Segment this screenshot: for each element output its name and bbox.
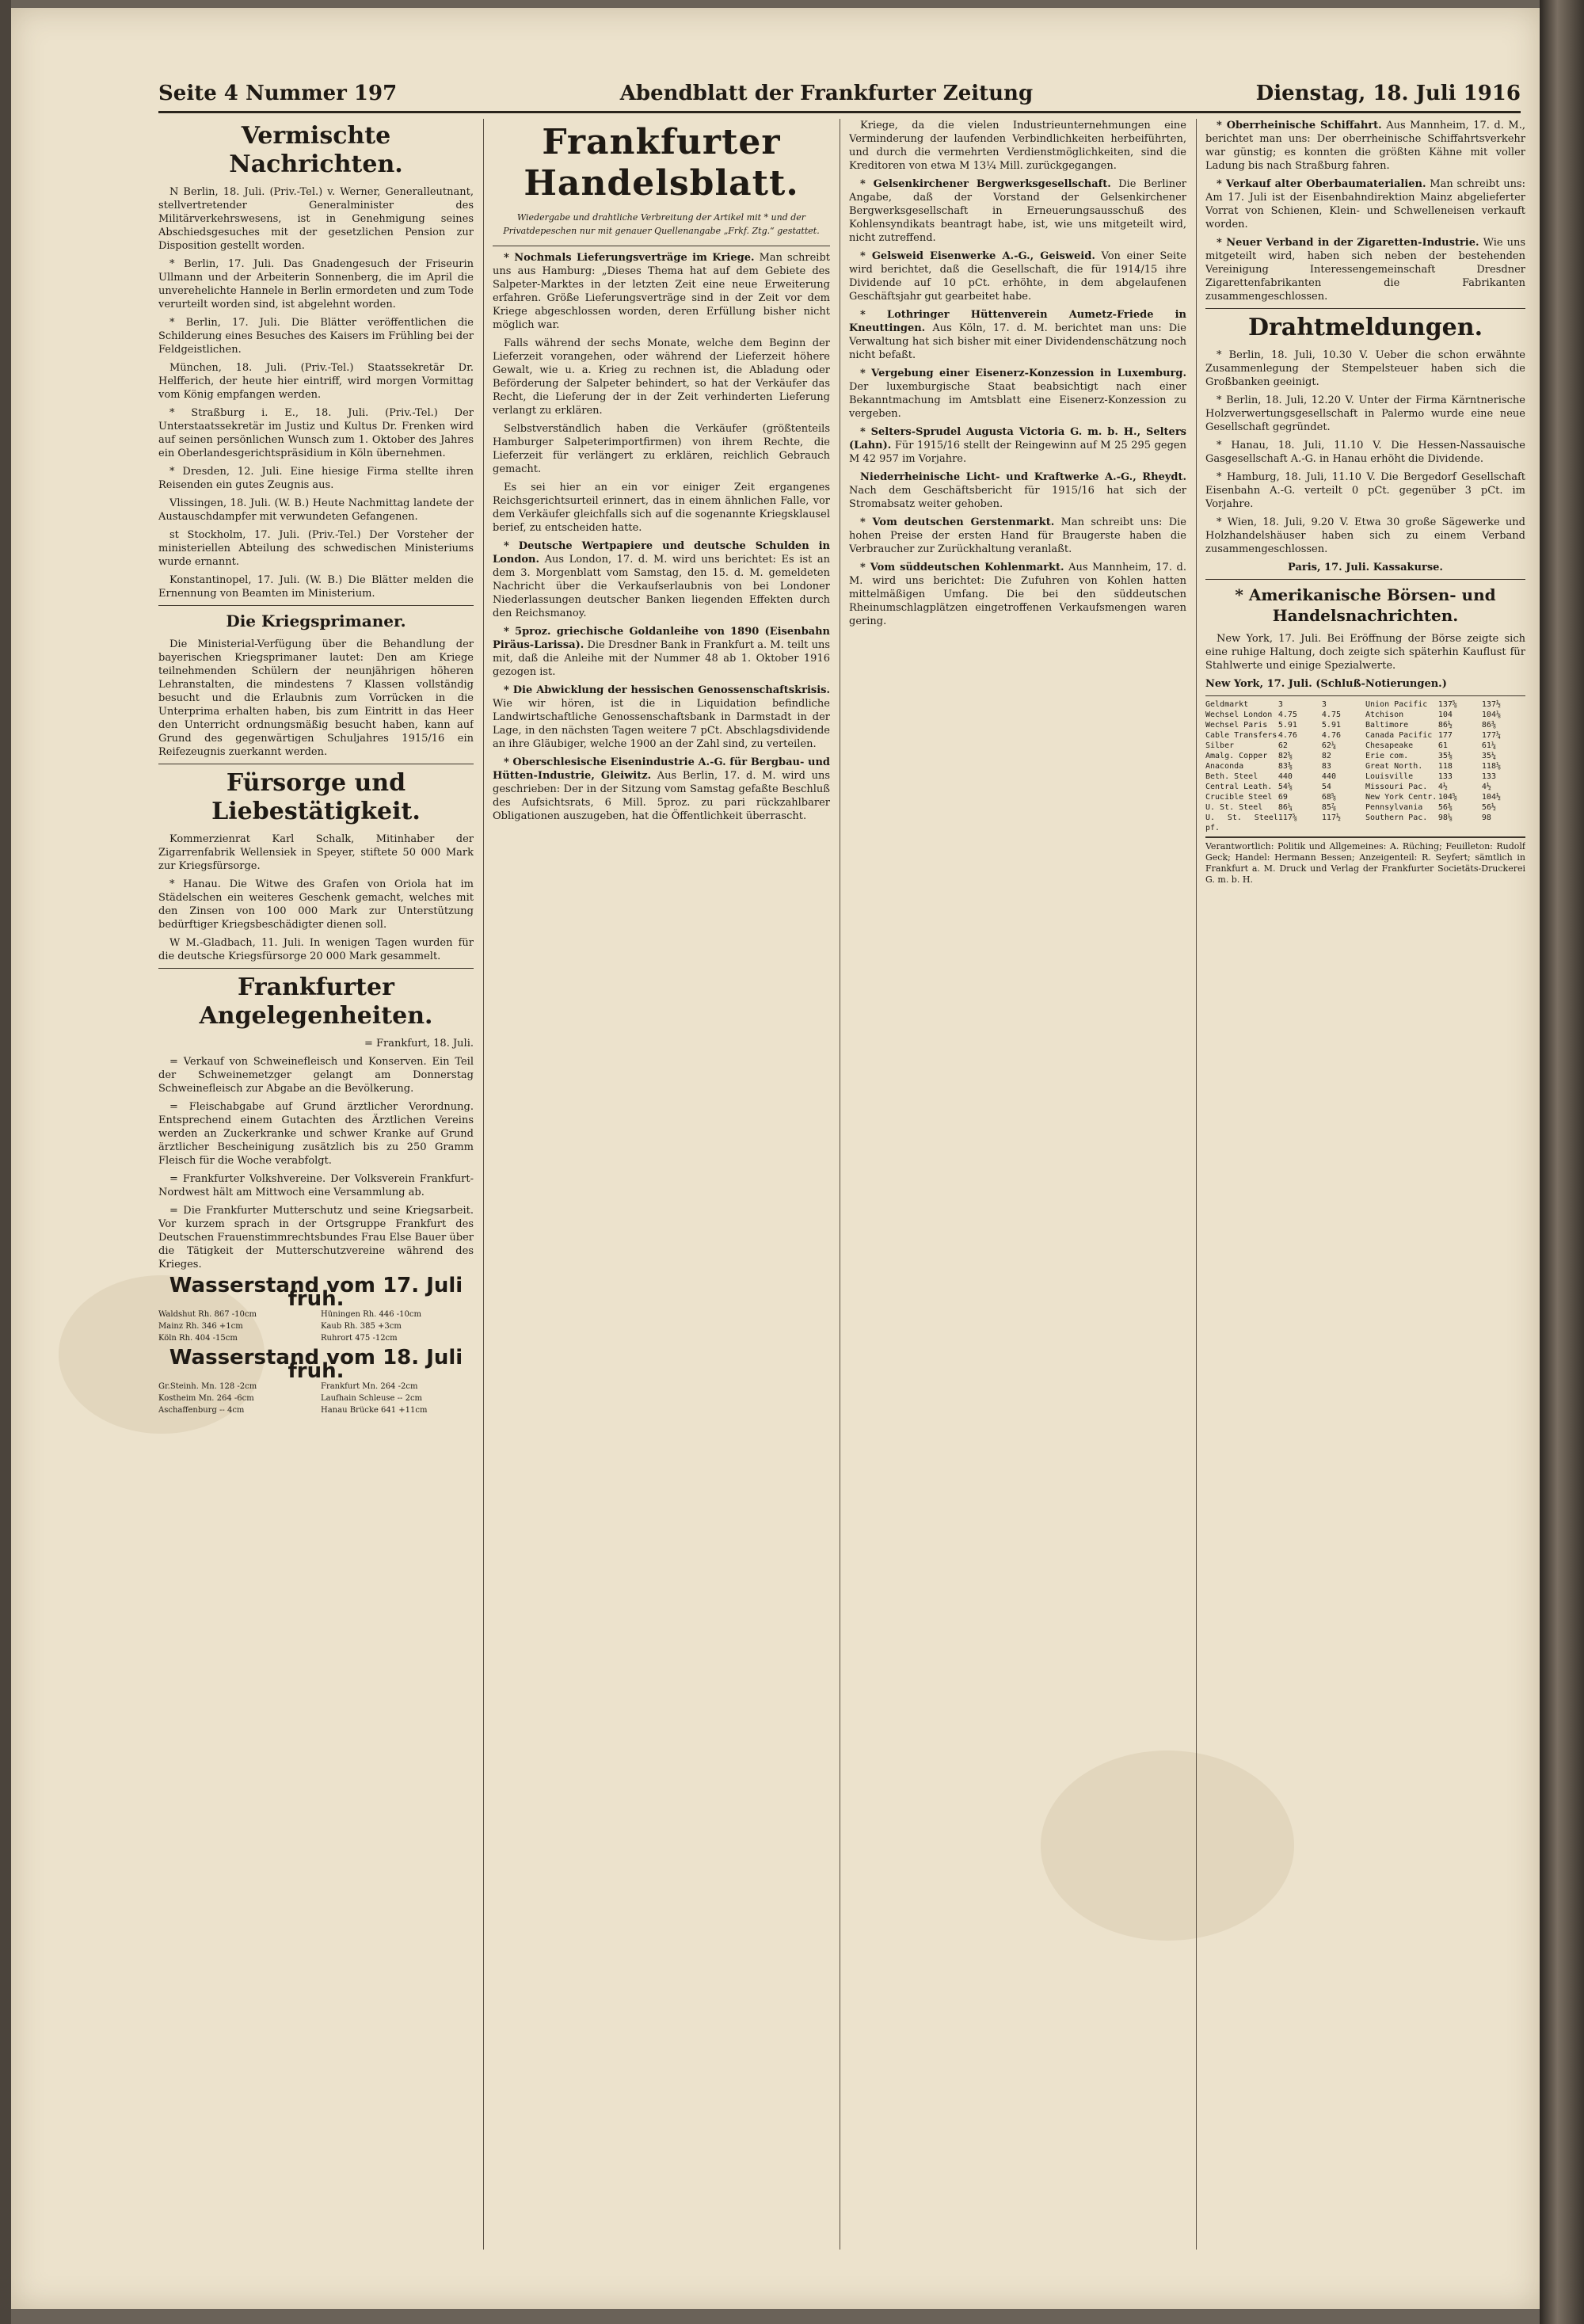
article-headline: * Oberrheinische Schiffahrt. (1217, 120, 1382, 131)
section-title-drahtmeldungen: Drahtmeldungen. (1247, 314, 1483, 341)
news-item: München, 18. Juli. (Priv.-Tel.) Staatssekretär Dr. Helfferich, der heute hier eintriff, wird morgen Vormittag vom König empfangen werden. (158, 362, 474, 401)
table-cell: 35¼ (1481, 752, 1496, 760)
article (849, 119, 1186, 173)
table-cell: 4½ (1437, 783, 1448, 791)
water-row: Laufhain Schleuse -- 2cm (321, 1394, 423, 1403)
water-row: Hüningen Rh. 446 -10cm (321, 1310, 421, 1319)
table-cell: 5.91 (1277, 721, 1297, 730)
table-cell: 137⅝ (1437, 700, 1457, 709)
article-headline: * Lothringer Hüttenverein Aumetz-Friede in Kneuttingen. (849, 309, 1186, 334)
table-cell: 61¼ (1481, 741, 1496, 750)
header-rule (158, 111, 1521, 113)
ny-table-title: New York, 17. Juli. (Schluß-Notierungen.) (1205, 678, 1447, 690)
article-body: Für 1915/16 stellt der Reingewinn auf M 25 295 gegen M 42 957 im Vorjahre. (849, 440, 1186, 465)
table-cell: Anaconda (1205, 762, 1244, 771)
news-item: N Berlin, 18. Juli. (Priv.-Tel.) v. Werner, Generalleutnant, stellvertretender Generalminister des Militärverkehrswesens, ist in Genehmigung seines Abschiedsgesuches mit der gesetzlichen Pension zur Disposition gestellt worden. (158, 186, 474, 252)
column-rule (1196, 119, 1197, 2250)
water-row: Gr.Steinh. Mn. 128 -2cm (158, 1382, 257, 1391)
table-row (1205, 699, 1525, 710)
table-cell: 4.76 (1321, 731, 1341, 740)
news-item: * Berlin, 17. Juli. Die Blätter veröffentlichen die Schilderung eines Besuches des Kaisers im Frühling bei der Feldgeistlichen. (158, 317, 474, 356)
article-body: Aus Mannheim, 17. d. M., berichtet man uns: Der oberrheinische Schiffahrtsverkehr war günstig; es konnten die größten Kähne mit voller Ladung bis nach Straßburg fahren. (1205, 120, 1525, 172)
water-row: Köln Rh. 404 -15cm (158, 1334, 238, 1343)
article-body: Aus Berlin, 17. d. M. wird uns geschrieben: Der in der Sitzung vom Samstag gefaßte Beschluß des Aufsichtsrats, 6 Mill. 5proz. zu pari rückzahlbarer Obligationen auszugeben, hat die Öffentlichkeit überrascht. (493, 770, 830, 822)
divider (1205, 579, 1525, 580)
article (849, 516, 1186, 556)
table-cell: U. St. Steel pf. (1205, 813, 1278, 832)
news-item: Kommerzienrat Karl Schalk, Mitinhaber der Zigarrenfabrik Wellensiek in Speyer, stiftete 50 000 Mark zur Kriegsfürsorge. (158, 833, 474, 872)
table-cell: 61 (1437, 741, 1448, 750)
article-headline: * Nochmals Lieferungsverträge im Kriege. (504, 252, 755, 264)
article-body: Die Dresdner Bank in Frankfurt a. M. teilt uns mit, daß die Anleihe mit der Nummer 48 ab 1. Oktober 1916 gezogen ist. (493, 639, 830, 678)
article (493, 684, 830, 751)
article (849, 425, 1186, 466)
article (493, 422, 830, 476)
table-cell: 133 (1437, 772, 1453, 781)
news-item: st Stockholm, 17. Juli. (Priv.-Tel.) Der Vorsteher der ministeriellen Abteilung des schwedischen Ministeriums wurde ernannt. (158, 529, 474, 568)
table-cell: 82⅝ (1277, 752, 1293, 760)
section-title-fuersorge: Fürsorge und Liebestätigkeit. (211, 769, 421, 825)
table-cell: 137½ (1481, 700, 1501, 709)
table-cell: 4.76 (1277, 731, 1297, 740)
news-item: = Frankfurter Volkshvereine. Der Volksverein Frankfurt-Nordwest hält am Mittwoch eine Versammlung ab. (158, 1173, 474, 1198)
table-cell: 62 (1277, 741, 1288, 750)
news-item: = Verkauf von Schweinefleisch und Konserven. Ein Teil der Schweinemetzger gelangt am Donnerstag Schweinefleisch zur Abgabe an die Bevölkerung. (158, 1056, 474, 1095)
article-headline: * Vom süddeutschen Kohlenmarkt. (860, 562, 1064, 573)
article-body: Man schreibt uns: Die hohen Preise der ersten Hand für Braugerste haben die Verbraucher zur Zurückhaltung veranlaßt. (849, 516, 1186, 555)
article (849, 471, 1186, 511)
table-row (1205, 710, 1525, 720)
table-cell: Silber (1205, 741, 1235, 750)
water-level-title: Wasserstand vom 18. Juli früh. (169, 1346, 463, 1383)
water-row: Kaub Rh. 385 +3cm (321, 1322, 402, 1331)
article (493, 481, 830, 535)
header-masthead: Abendblatt der Frankfurter Zeitung (619, 82, 1034, 105)
article-headline: * Neuer Verband in der Zigaretten-Industrie. (1217, 237, 1479, 249)
table-cell: 83 (1321, 762, 1331, 771)
table-cell: 440 (1321, 772, 1336, 781)
news-item: Vlissingen, 18. Juli. (W. B.) Heute Nachmittag landete der Austauschdampfer mit verwundeten Gefangenen. (158, 497, 474, 523)
telegram: * Berlin, 18. Juli, 12.20 V. Unter der Firma Kärntnerische Holzverwertungsgesellschaft in Palermo wurde eine neue Gesellschaft gegründet. (1205, 394, 1525, 433)
article (849, 561, 1186, 628)
table-cell: 104⅛ (1481, 711, 1501, 719)
telegram: * Berlin, 18. Juli, 10.30 V. Ueber die schon erwähnte Zusammenlegung der Stempelsteuer haben sich die Großbanken geeinigt. (1205, 349, 1525, 388)
table-row (1205, 802, 1525, 813)
telegram: * Hanau, 18. Juli, 11.10 V. Die Hessen-Nassauische Gasgesellschaft A.-G. in Hanau erhöht die Dividende. (1205, 440, 1525, 465)
table-cell: Canada Pacific (1365, 731, 1433, 740)
table-cell: 69 (1277, 793, 1288, 802)
table-cell: 98⅛ (1437, 813, 1453, 822)
article-body: Wie uns mitgeteilt wird, haben sich neben der bestehenden Vereinigung Interessengemeinschaft Dresdner Zigarettenfabrikanten die Fabrikanten zusammengeschlossen. (1205, 237, 1525, 303)
table-row (1205, 761, 1525, 771)
table-cell: 4.75 (1321, 711, 1341, 719)
water-level-title: Wasserstand vom 17. Juli früh. (169, 1274, 463, 1311)
article (493, 337, 830, 417)
book-edge (1540, 0, 1584, 2324)
imprint: Verantwortlich: Politik und Allgemeines: A. Rüching; Feuilleton: Rudolf Geck; Handel: Hermann Bessen; Anzeigenteil: R. Seyfert; sämtlich in Frankfurt a. M. Druck und Verlag der Frankfurter Societäts-Druckerei G. m. b. H. (1205, 837, 1525, 886)
column-1 (158, 119, 474, 2257)
table-cell: Wechsel London (1205, 711, 1273, 719)
article-body: Man schreibt uns: Am 17. Juli ist der Eisenbahndirektion Mainz abgelieferter Vorrat von Schienen, Klein- und Schwelleneisen verkauft worden. (1205, 178, 1525, 230)
table-cell: 118 (1437, 762, 1453, 771)
article-body: Nach dem Geschäftsbericht für 1915/16 hat sich der Stromabsatz weiter gehoben. (849, 485, 1186, 510)
table-cell: U. St. Steel (1205, 803, 1263, 812)
table-cell: New York Centr. (1365, 793, 1437, 802)
table-row (1205, 792, 1525, 802)
divider (1205, 308, 1525, 309)
article-body: Kriege, da die vielen Industrieunternehmungen eine Verminderung der laufenden Verbindlichkeiten herbeiführten, und durch die vermehrten Verdienstmöglichkeiten, sind die Kreditoren von etwa M 13¼ Mill. zurückgegangen. (849, 120, 1186, 172)
table-cell: Pennsylvania (1365, 803, 1423, 812)
article (493, 251, 830, 332)
table-cell: Baltimore (1365, 721, 1409, 730)
table-cell: Union Pacific (1365, 700, 1428, 709)
article-headline: * Verkauf alter Oberbaumaterialien. (1217, 178, 1426, 190)
table-row (1205, 751, 1525, 761)
article (849, 367, 1186, 421)
divider (158, 968, 474, 969)
article-body: New York, 17. Juli. Bei Eröffnung der Börse zeigte sich eine ruhige Haltung, doch zeigte sich späterhin Kauflust für Stahlwerte und einige Spezialwerte. (1205, 633, 1525, 672)
article-body: Wie wir hören, ist die in Liquidation befindliche Landwirtschaftliche Genossenschaftsbank in Darmstadt in der Lage, in den nächsten Tagen weitere 7 pCt. Abschlagsdividende an ihre Gläubiger, welche 1900 an der Zahl sind, zu verteilen. (493, 698, 830, 750)
table-cell: 62¼ (1321, 741, 1336, 750)
water-level-table (158, 1381, 474, 1415)
article-body: Von einer Seite wird berichtet, daß die Gesellschaft, die für 1914/15 ihre Dividende auf 10 pCt. erhöhte, in dem abgelaufenen Geschäftsjahr gut gearbeitet habe. (849, 250, 1186, 303)
water-row: Ruhrort 475 -12cm (321, 1334, 398, 1343)
table-cell: Geldmarkt (1205, 700, 1249, 709)
article (1205, 119, 1525, 173)
table-cell: Amalg. Copper (1205, 752, 1268, 760)
news-item: W M.-Gladbach, 11. Juli. In wenigen Tagen wurden für die deutsche Kriegsfürsorge 20 000 Mark gesammelt. (158, 937, 474, 962)
table-cell: Crucible Steel (1205, 793, 1273, 802)
table-cell: Beth. Steel (1205, 772, 1258, 781)
column-rule (483, 119, 484, 2250)
article-body: Man schreibt uns aus Hamburg: „Dieses Thema hat auf dem Gebiete des Salpeter-Marktes in der letzten Zeit eine neue Erweiterung erfahren. Größe Lieferungsverträge sind in der Zeit vor dem Kriege abgeschlossen worden, deren Erfüllung bisher nicht möglich war. (493, 252, 830, 331)
article (849, 308, 1186, 362)
table-cell: 86¼ (1277, 803, 1293, 812)
article (849, 250, 1186, 303)
table-cell: 117⅝ (1277, 813, 1297, 822)
news-item: * Straßburg i. E., 18. Juli. (Priv.-Tel.) Der Unterstaatssekretär im Justiz und Kultus Dr. Frenken wird auf seinen persönlichen Wunsch zum 1. Oktober des Jahres ein Oberlandesgerichtspräsidium in Köln übernehmen. (158, 407, 474, 459)
table-cell: Louisville (1365, 772, 1414, 781)
column-2 (493, 119, 830, 2257)
article (849, 177, 1186, 245)
water-row: Aschaffenburg -- 4cm (158, 1406, 245, 1415)
table-cell: 104⅝ (1437, 793, 1457, 802)
page-header (158, 78, 1521, 109)
section-title-kriegsprimaner: Die Kriegsprimaner. (226, 611, 406, 631)
table-cell: 4½ (1481, 783, 1491, 791)
article-headline: * Vergebung einer Eisenerz-Konzession in Luxemburg. (860, 368, 1186, 379)
water-row: Frankfurt Mn. 264 -2cm (321, 1382, 418, 1391)
table-cell: 118⅛ (1481, 762, 1501, 771)
section-title-handelsblatt: Frankfurter Handelsblatt. (524, 122, 799, 204)
divider (158, 605, 474, 606)
table-cell: Great North. (1365, 762, 1423, 771)
news-item: * Dresden, 12. Juli. Eine hiesige Firma stellte ihren Reisenden ein gutes Zeugnis aus. (158, 466, 474, 491)
table-row (1205, 813, 1525, 833)
news-item: = Fleischabgabe auf Grund ärztlicher Verordnung. Entsprechend einem Gutachten des Ärztlichen Vereins werden an Zuckerkranke und schwer Kranke auf Grund ärztlicher Bescheinigung zusätzlich bis zu 250 Gramm Fleisch für die Woche verabfolgt. (158, 1101, 474, 1167)
table-cell: 117½ (1321, 813, 1341, 822)
article-headline: * 5proz. griechische Goldanleihe von 1890 (Eisenbahn Piräus-Larissa). (493, 626, 830, 651)
table-cell: 56⅜ (1437, 803, 1453, 812)
table-cell: 54⅝ (1277, 783, 1293, 791)
water-level-table (158, 1309, 474, 1343)
ny-quotes-table (1205, 695, 1525, 837)
table-cell: 104½ (1481, 793, 1501, 802)
table-cell: 133 (1481, 772, 1496, 781)
article (1205, 177, 1525, 231)
article (493, 625, 830, 679)
table-cell: 4.75 (1277, 711, 1297, 719)
news-item: * Berlin, 17. Juli. Das Gnadengesuch der Friseurin Ullmann und der Arbeiterin Sonnenberg, die im April die unverehelichte Hannele in Berlin ermordeten und zum Tode verurteilt worden sind, ist abgelehnt worden. (158, 258, 474, 311)
table-row (1205, 771, 1525, 782)
table-cell: 82 (1321, 752, 1331, 760)
section-title-vermischte: Vermischte Nachrichten. (229, 122, 403, 178)
dateline: = Frankfurt, 18. Juli. (364, 1038, 474, 1050)
section-title-amerikanische: * Amerikanische Börsen- und Handelsnachrichten. (1235, 585, 1496, 625)
article-headline: * Oberschlesische Eisenindustrie A.-G. für Bergbau- und Hütten-Industrie, Gleiwitz. (493, 756, 830, 782)
table-cell: Cable Transfers (1205, 731, 1277, 740)
table-cell: 35⅜ (1437, 752, 1453, 760)
section-title-frankfurter-angelegenheiten: Frankfurter Angelegenheiten. (199, 973, 433, 1030)
table-row (1205, 782, 1525, 792)
article-headline: * Selters-Sprudel Augusta Victoria G. m. b. H., Selters (Lahn). (849, 426, 1186, 451)
article (1205, 236, 1525, 303)
table-cell: 3 (1321, 700, 1327, 709)
water-row: Waldshut Rh. 867 -10cm (158, 1310, 257, 1319)
handelsblatt-subtitle: Wiedergabe und drahtliche Verbreitung der Artikel mit * und der Privatdepeschen nur mit genauer Quellenangabe „Frkf. Ztg.“ gestattet. (503, 212, 820, 236)
table-cell: 5.91 (1321, 721, 1341, 730)
article-body: Der luxemburgische Staat beabsichtigt nach einer Bekanntmachung im Amtsblatt eine Eisenerz-Konzession zu vergeben. (849, 381, 1186, 420)
table-cell: Central Leath. (1205, 783, 1273, 791)
article (493, 539, 830, 620)
water-row: Kostheim Mn. 264 -6cm (158, 1394, 254, 1403)
article-body: Falls während der sechs Monate, welche dem Beginn der Lieferzeit vorangehen, oder während der Lieferzeit höhere Gewalt, wie u. a. Krieg zu rechnen ist, die Abladung oder Beförderung der Salpeter behindert, so hat der Verkäufer das Recht, die Lieferung der in der Zeit verhinderten Lieferung verlangt zu erklären. (493, 337, 830, 417)
table-cell: 68⅝ (1321, 793, 1336, 802)
telegram: * Hamburg, 18. Juli, 11.10 V. Die Bergedorf Gesellschaft Eisenbahn A.-G. verteilt 0 pCt. gegenüber 3 pCt. im Vorjahre. (1205, 471, 1525, 510)
article-body: Die Berliner Angabe, daß der Vorstand der Gelsenkirchener Bergwerksgesellschaft in Erneuerungsausschuß des Kohlensyndikats beantragt habe, ist, wie uns mitgeteilt wird, nicht zutreffend. (849, 178, 1186, 244)
water-row: Hanau Brücke 641 +11cm (321, 1406, 428, 1415)
water-row: Mainz Rh. 346 +1cm (158, 1322, 243, 1331)
header-date: Dienstag, 18. Juli 1916 (1255, 82, 1521, 105)
article-body: Es sei hier an ein vor einiger Zeit ergangenes Reichsgerichtsurteil erinnert, das in einem ähnlichen Falle, vor dem Verkäufer gleichfalls sich auf die sogenannte Kriegsklausel berief, zu entscheiden hatte. (493, 482, 830, 534)
table-cell: 440 (1277, 772, 1293, 781)
binding-gutter (0, 0, 11, 2324)
paris-table-title: Paris, 17. Juli. Kassakurse. (1288, 562, 1443, 573)
news-item: Konstantinopel, 17. Juli. (W. B.) Die Blätter melden die Ernennung von Beamten im Ministerium. (158, 574, 474, 600)
article-headline: * Deutsche Wertpapiere und deutsche Schulden in London. (493, 540, 830, 566)
table-cell: 83⅜ (1277, 762, 1293, 771)
news-item: * Hanau. Die Witwe des Grafen von Oriola hat im Städelschen ein weiteres Geschenk gemacht, welches mit den Zinsen von 100 000 Mark zur Unterstützung bedürftiger Kriegsbeschädigter dienen soll. (158, 878, 474, 931)
table-row (1205, 741, 1525, 751)
table-cell: 98 (1481, 813, 1491, 822)
column-3 (849, 119, 1186, 2257)
table-row (1205, 730, 1525, 741)
table-cell: 177¼ (1481, 731, 1501, 740)
column-4 (1205, 119, 1525, 2257)
article-body: Aus London, 17. d. M. wird uns berichtet: Es ist an dem 3. Morgenblatt vom Samstag, den 15. d. M. gemeldeten Nachricht über die Verkaufserlaubnis von bei Londoner Niederlassungen deutscher Banken liegenden Effekten durch den Reichsmanoy. (493, 554, 830, 619)
article-body: Aus Mannheim, 17. d. M. wird uns berichtet: Die Zufuhren von Kohlen hatten mittelmäßigen Umfang. Die bei den süddeutschen Rheinumschlagplätzen eingetroffenen Verkaufsmengen waren gering. (849, 562, 1186, 627)
table-cell: 54 (1321, 783, 1331, 791)
article-headline: * Vom deutschen Gerstenmarkt. (860, 516, 1055, 528)
table-cell: 56½ (1481, 803, 1496, 812)
news-item: = Die Frankfurter Mutterschutz und seine Kriegsarbeit. Vor kurzem sprach in der Ortsgruppe Frankfurt des Deutschen Frauenstimmrechtsbundes Frau Else Bauer über die Tätigkeit der Mutterschutzvereine während des Krieges. (158, 1205, 474, 1271)
table-row (1205, 720, 1525, 730)
article (493, 756, 830, 823)
table-cell: Chesapeake (1365, 741, 1414, 750)
article-headline: * Gelsweid Eisenwerke A.-G., Geisweid. (860, 250, 1095, 262)
article-body: Selbstverständlich haben die Verkäufer (größtenteils Hamburger Salpeterimportfirmen) von ihrem Rechte, die Lieferzeit für verlängert zu erklären, reichlich Gebrauch gemacht. (493, 423, 830, 475)
article-headline: * Gelsenkirchener Bergwerksgesellschaft. (860, 178, 1111, 190)
table-cell: 86⅜ (1481, 721, 1496, 730)
table-cell: Wechsel Paris (1205, 721, 1268, 730)
table-cell: Atchison (1365, 711, 1404, 719)
telegram: * Wien, 18. Juli, 9.20 V. Etwa 30 große Sägewerke und Holzhandelshäuser haben sich zu einem Verband zusammengeschlossen. (1205, 516, 1525, 555)
article-headline: Niederrheinische Licht- und Kraftwerke A.-G., Rheydt. (860, 471, 1186, 483)
table-cell: 177 (1437, 731, 1453, 740)
news-item: Die Ministerial-Verfügung über die Behandlung der bayerischen Kriegsprimaner lautet: Den am Kriege teilnehmenden Schülern der neunjährigen höheren Lehranstalten, die mindestens 7 Klassen vollständig besucht und die Erlaubnis zum Vorrücken in die Unterprima erhalten haben, bis zum Eintritt in das Heer den Unterricht ordnungsmäßig besucht haben, kann auf Grund des gegenwärtigen Schuljahres 1915/16 ein Reifezeugnis zuerkannt werden. (158, 638, 474, 758)
table-cell: 3 (1277, 700, 1283, 709)
article-headline: * Die Abwicklung der hessischen Genossenschaftskrisis. (504, 684, 830, 696)
table-cell: 104 (1437, 711, 1453, 719)
table-cell: Southern Pac. (1365, 813, 1428, 822)
table-cell: 85⅞ (1321, 803, 1336, 812)
table-cell: Erie com. (1365, 752, 1409, 760)
table-cell: Missouri Pac. (1365, 783, 1428, 791)
table-cell: 86½ (1437, 721, 1453, 730)
header-page-number: Seite 4 Nummer 197 (158, 82, 398, 105)
article-body: Aus Köln, 17. d. M. berichtet man uns: Die Verwaltung hat sich bisher mit einer Dividendenschätzung noch nicht befaßt. (849, 322, 1186, 361)
